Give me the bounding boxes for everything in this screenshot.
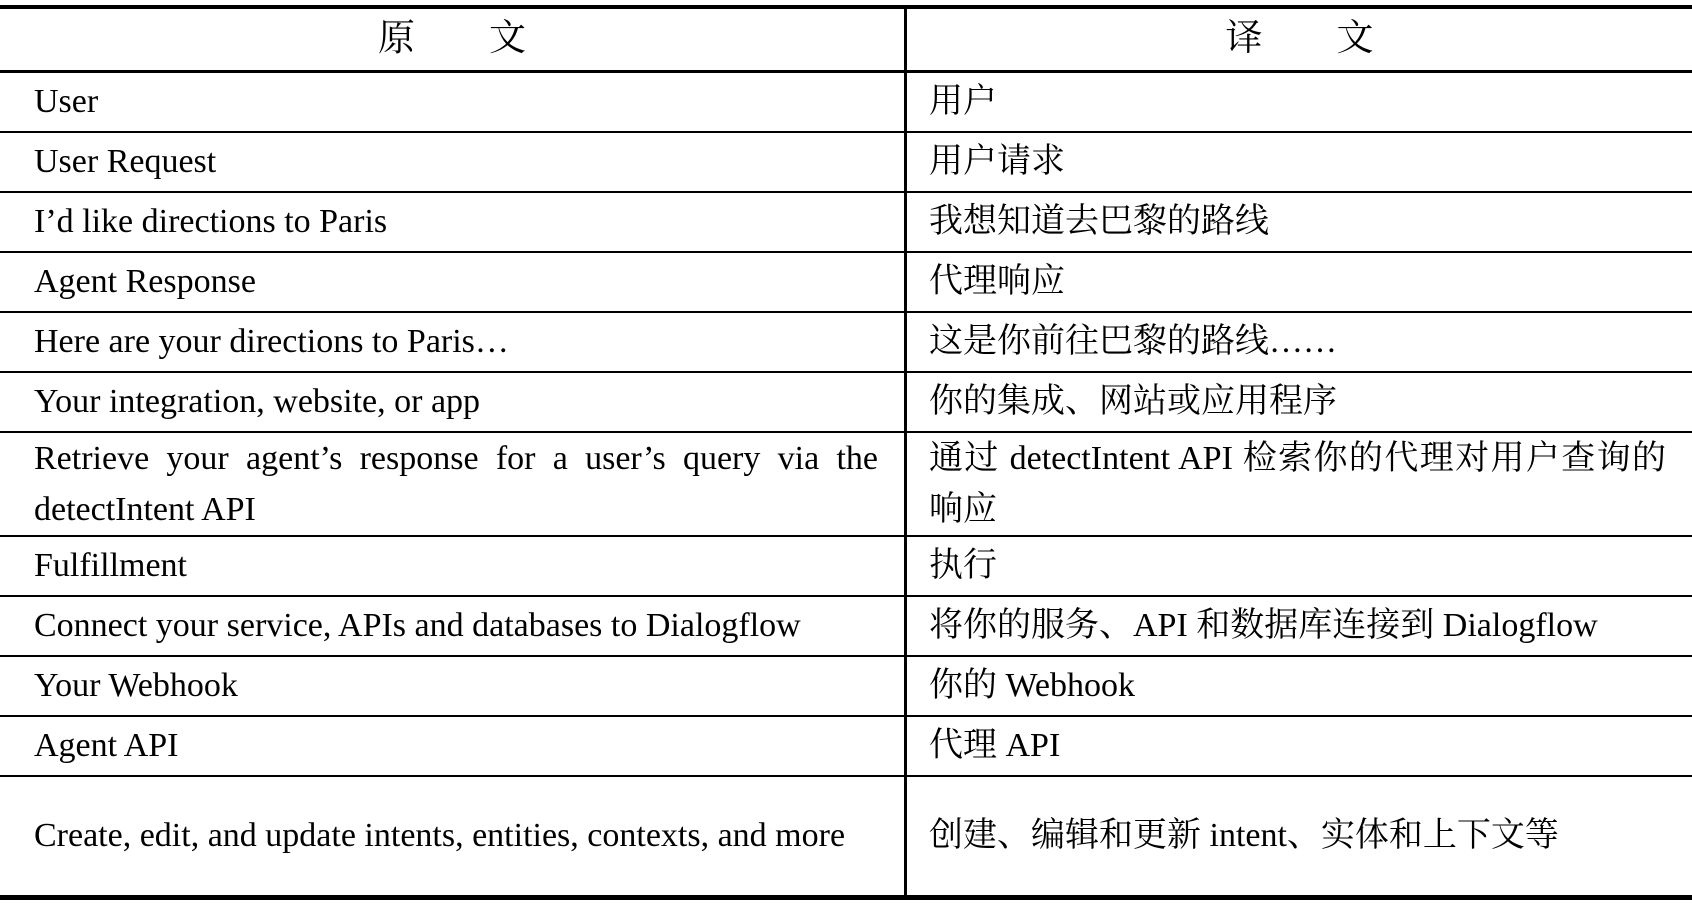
header-cell-source bbox=[0, 9, 907, 70]
header-target-label: 译 文 bbox=[1225, 18, 1374, 60]
source-cell-text: Fulfillment bbox=[34, 547, 187, 585]
table-body bbox=[0, 73, 1692, 895]
source-cell bbox=[0, 133, 907, 191]
target-cell bbox=[907, 193, 1692, 251]
target-cell bbox=[907, 253, 1692, 311]
source-cell-text: User bbox=[34, 83, 99, 121]
table-row bbox=[0, 433, 1692, 537]
target-cell-text: 创建、编辑和更新 intent、实体和上下文等 bbox=[929, 817, 1559, 855]
target-cell-text: 你的集成、网站或应用程序 bbox=[929, 383, 1337, 421]
translation-table bbox=[0, 5, 1692, 900]
source-cell-text: Agent Response bbox=[34, 263, 256, 301]
source-cell bbox=[0, 253, 907, 311]
target-cell bbox=[907, 777, 1692, 895]
target-cell-text: 执行 bbox=[929, 547, 997, 585]
source-cell bbox=[0, 433, 907, 535]
table-header-row bbox=[0, 9, 1692, 73]
source-cell bbox=[0, 193, 907, 251]
target-cell-text: 你的 Webhook bbox=[929, 667, 1135, 705]
target-cell-text: 用户 bbox=[929, 83, 997, 121]
source-cell-text: Connect your service, APIs and databases to Dialogflow bbox=[34, 607, 801, 645]
target-cell bbox=[907, 373, 1692, 431]
target-cell-text: 用户请求 bbox=[929, 143, 1065, 181]
source-cell-text: Create, edit, and update intents, entities, contexts, and more bbox=[34, 817, 846, 854]
source-cell bbox=[0, 597, 907, 655]
target-cell bbox=[907, 73, 1692, 131]
table-row bbox=[0, 193, 1692, 253]
source-cell-text: Your Webhook bbox=[34, 667, 238, 705]
source-cell bbox=[0, 373, 907, 431]
table-row bbox=[0, 313, 1692, 373]
source-cell bbox=[0, 537, 907, 595]
table-row bbox=[0, 373, 1692, 433]
source-cell bbox=[0, 313, 907, 371]
table-row bbox=[0, 537, 1692, 597]
header-cell-target bbox=[907, 9, 1692, 70]
target-cell-text: 我想知道去巴黎的路线 bbox=[929, 203, 1269, 241]
target-cell bbox=[907, 433, 1692, 535]
table-row bbox=[0, 657, 1692, 717]
target-cell-text: 通过 detectIntent API 检索你的代理对用户查询的响应 bbox=[929, 440, 1666, 528]
source-cell-text: User Request bbox=[34, 143, 217, 181]
source-cell-text: Retrieve your agent’s response for a user’s query via the detectIntent API bbox=[34, 440, 878, 528]
target-cell bbox=[907, 133, 1692, 191]
target-cell bbox=[907, 313, 1692, 371]
table-row bbox=[0, 73, 1692, 133]
table-row bbox=[0, 253, 1692, 313]
table-row bbox=[0, 717, 1692, 777]
target-cell-text: 这是你前往巴黎的路线…… bbox=[929, 323, 1337, 361]
source-cell bbox=[0, 717, 907, 775]
target-cell bbox=[907, 597, 1692, 655]
source-cell-text: Here are your directions to Paris… bbox=[34, 323, 509, 361]
target-cell-text: 将你的服务、API 和数据库连接到 Dialogflow bbox=[929, 607, 1598, 645]
target-cell-text: 代理响应 bbox=[929, 263, 1065, 301]
source-cell-text: Agent API bbox=[34, 727, 179, 765]
source-cell-text: I’d like directions to Paris bbox=[34, 203, 388, 241]
target-cell-text: 代理 API bbox=[929, 727, 1061, 765]
source-cell bbox=[0, 777, 907, 895]
header-source-label: 原 文 bbox=[378, 18, 526, 60]
target-cell bbox=[907, 717, 1692, 775]
table-row bbox=[0, 597, 1692, 657]
target-cell bbox=[907, 537, 1692, 595]
target-cell bbox=[907, 657, 1692, 715]
table-row bbox=[0, 777, 1692, 895]
source-cell bbox=[0, 657, 907, 715]
table-row bbox=[0, 133, 1692, 193]
source-cell-text: Your integration, website, or app bbox=[34, 383, 481, 421]
source-cell bbox=[0, 73, 907, 131]
